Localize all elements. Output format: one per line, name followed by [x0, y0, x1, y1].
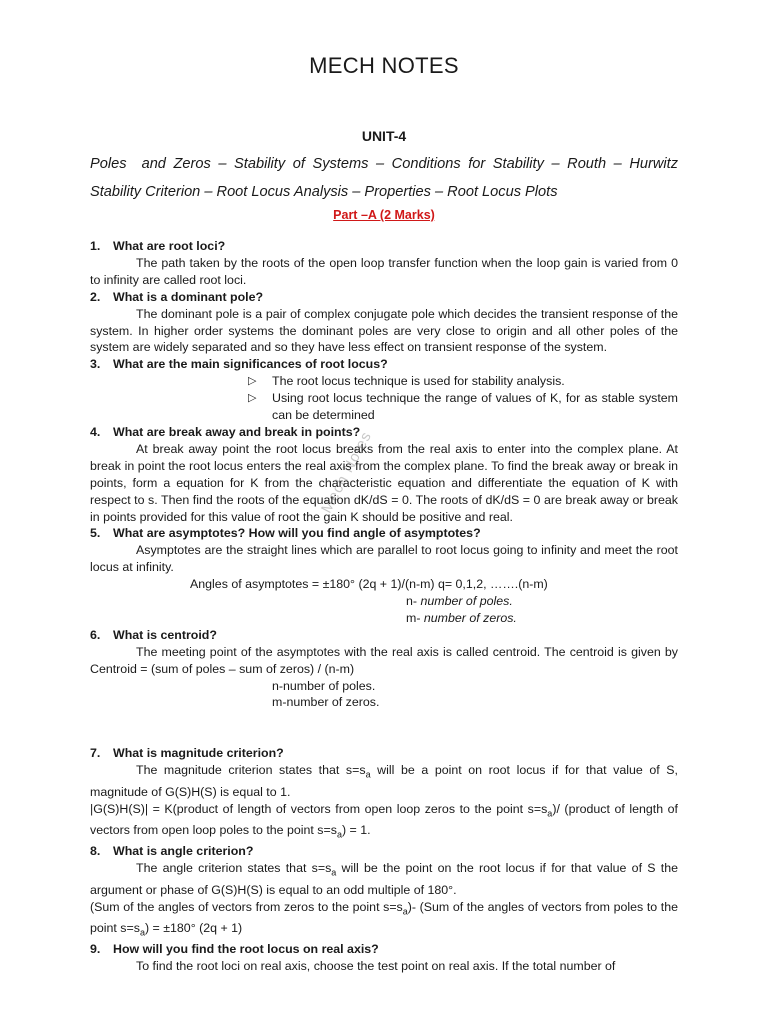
unit-topics: [90, 150, 678, 206]
list-item: ▷ Using root locus technique the range of values of K, for as stable system can be determined: [248, 391, 678, 423]
answer-7-formula: |G(S)H(S)| = K(product of length of vectors from open loop zeros to the point $s=s_a)/$ (product of length of vectors from open loop poles to the point $s=s_a) = 1$.: [90, 801, 678, 840]
unit-heading: UNIT-4: [361, 128, 407, 144]
answer-6: The meeting point of the asymptotes with the real axis is called centroid. The centroid is given by Centroid = (sum of poles – sum of zeros) / (n-m): [90, 644, 678, 676]
topics-text: and Zeros – Stability of Systems – Conditions for Stability – Routh – Hurwitz Stability Criterion – Root Locus Analysis – Properties – Root Locus Plots: [90, 156, 678, 200]
answer-8: The angle criterion states that $s=s_a$ will be the point on the root locus if for that value of S the argument or phase of G(S)H(S) is equal to an odd multiple of 180°.: [90, 861, 678, 897]
formula-legend-n: n- number of poles.: [406, 594, 513, 609]
answer-4: At break away point the root locus breaks from the real axis to enter into the complex plane. At break in point the root locus enters the real axis from the complex plane. To find the break away or break in points, form a equation for K from the characteristic equation and differentiate the equation of K with respect to s. Then find the roots of the equation dK/dS = 0. The roots of dK/dS = 0 are break away or break in points provided for this value of root the gain K should be positive and real.: [90, 441, 678, 524]
question-9: 9. How will you find the root locus on real axis?: [90, 942, 379, 957]
triangle-bullet-icon: ▷: [248, 392, 257, 405]
asymptote-formula: Angles of asymptotes = ±180° (2q + 1)/(n-m) q= 0,1,2, …….(n-m): [190, 577, 548, 592]
page-title: MECH NOTES: [309, 53, 459, 78]
answer-1: The path taken by the roots of the open loop transfer function when the loop gain is varied from 0 to infinity are called root loci.: [90, 255, 678, 287]
list-item: ▷ The root locus technique is used for stability analysis.: [248, 374, 565, 389]
question-5: 5. What are asymptotes? How will you find angle of asymptotes?: [90, 526, 481, 541]
watermark: Mech Notes: [318, 428, 376, 516]
questions-block: [90, 238, 678, 975]
part-heading: Part –A (2 Marks): [333, 208, 435, 222]
answer-7: The magnitude criterion states that $s=s_a$ will be a point on root locus if for that value of S, magnitude of G(S)H(S) is equal to 1.: [90, 763, 678, 799]
answer-9: To find the root loci on real axis, choose the test point on real axis. If the total number of: [136, 959, 616, 974]
formula-legend-m: m- number of zeros.: [406, 610, 517, 625]
centroid-legend-n: n-number of poles.: [272, 678, 376, 693]
question-7: 7. What is magnitude criterion?: [90, 746, 284, 761]
question-8: 8. What is angle criterion?: [90, 844, 254, 859]
answer-5: Asymptotes are the straight lines which are parallel to root locus going to infinity and meet the root locus at infinity.: [90, 543, 678, 575]
centroid-legend-m: m-number of zeros.: [272, 695, 380, 710]
answer-8-formula: (Sum of the angles of vectors from zeros to the point $s=s_a)-$ (Sum of the angles of vectors from poles to the point $s=s_a) = \pm 180^\circ$ (2q + 1): [90, 899, 678, 938]
triangle-bullet-icon: ▷: [248, 375, 257, 388]
question-2: 2. What is a dominant pole?: [90, 289, 264, 304]
question-3: 3. What are the main significances of root locus?: [90, 357, 388, 372]
question-1: 1. What are root loci?: [90, 239, 226, 253]
question-4: 4. What are break away and break in points?: [90, 424, 361, 439]
question-6: 6. What is centroid?: [90, 627, 217, 642]
answer-3-list: [90, 373, 678, 424]
answer-2: The dominant pole is a pair of complex conjugate pole which decides the transient response of the system. In higher order systems the dominant poles are very close to origin and all other poles of the system are widely separated and so they have less effect on transient response of the system.: [90, 306, 678, 355]
topics-first-word: Poles: [90, 156, 127, 172]
